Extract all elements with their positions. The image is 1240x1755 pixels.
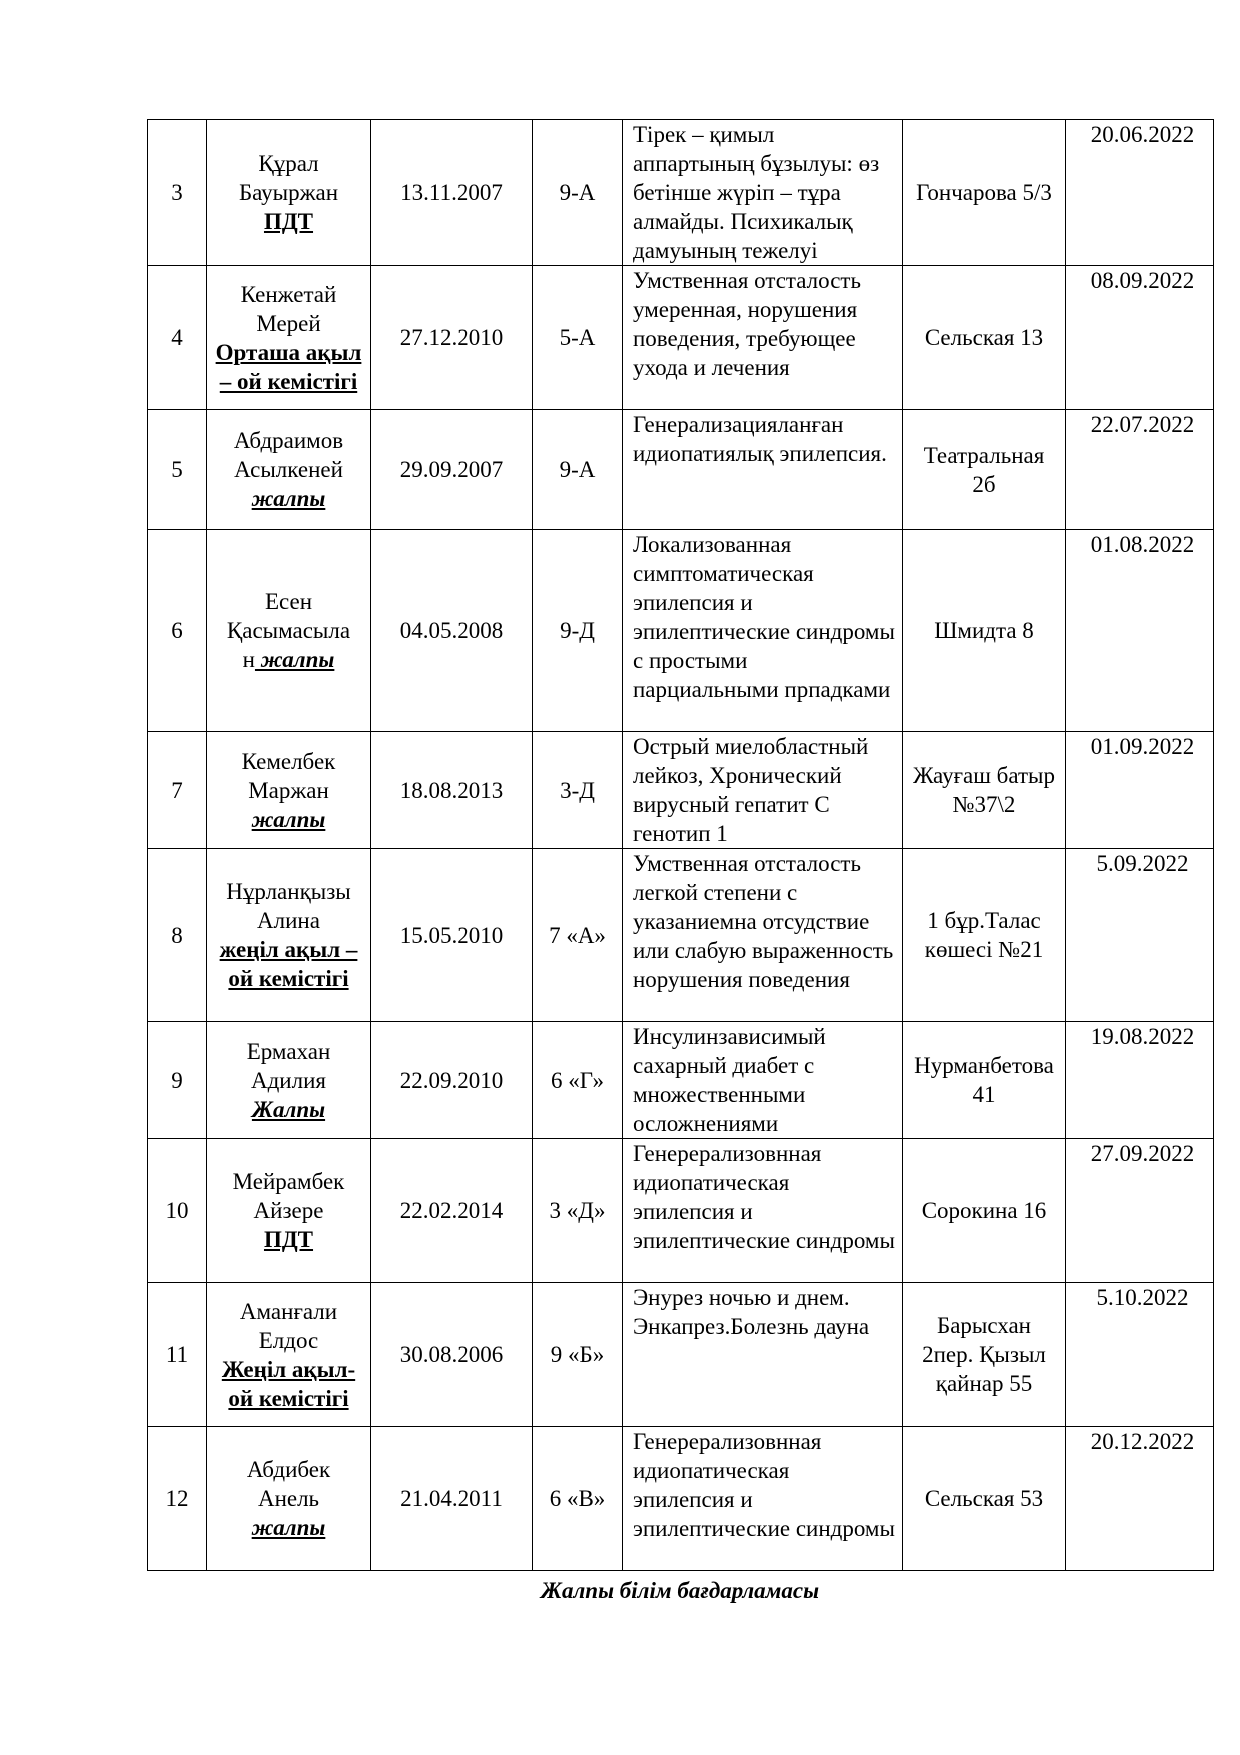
- birth-date: 22.02.2014: [371, 1139, 533, 1283]
- student-given-name: Маржан: [248, 777, 329, 803]
- student-name-cell: [207, 120, 371, 266]
- program-category: жалпы: [251, 486, 326, 511]
- birth-date: 04.05.2008: [371, 530, 533, 732]
- address: Шмидта 8: [903, 530, 1066, 732]
- diagnosis: Инсулинзависимый сахарный диабет с множественными осложнениями: [623, 1022, 903, 1139]
- address: Гончарова 5/3: [903, 120, 1066, 266]
- birth-date: 15.05.2010: [371, 849, 533, 1022]
- table-row: [148, 120, 1214, 266]
- record-date: 08.09.2022: [1066, 266, 1214, 410]
- birth-date: 29.09.2007: [371, 410, 533, 530]
- student-surname: Абдибек: [246, 1457, 331, 1482]
- address: Жауғаш батыр №37\2: [903, 732, 1066, 849]
- table-row: [148, 1022, 1214, 1139]
- record-date: 01.09.2022: [1066, 732, 1214, 849]
- row-number: 12: [148, 1427, 207, 1571]
- program-category: жалпы: [251, 1515, 326, 1540]
- student-surname: Ермахан: [246, 1038, 331, 1064]
- student-given-name: Елдос: [258, 1327, 319, 1353]
- student-surname: Аманғали: [239, 1298, 338, 1324]
- student-name-cell: [207, 1022, 371, 1139]
- birth-date: 21.04.2011: [371, 1427, 533, 1571]
- record-date: 22.07.2022: [1066, 410, 1214, 530]
- table-row: [148, 1427, 1214, 1571]
- table-row: [148, 849, 1214, 1022]
- diagnosis: Генерализацияланған идиопатиялық эпилепсия.: [623, 410, 903, 530]
- record-date: 01.08.2022: [1066, 530, 1214, 732]
- row-number: 3: [148, 120, 207, 266]
- diagnosis: Генерерализовнная идиопатическая эпилепсия и эпилептические синдромы: [623, 1139, 903, 1283]
- student-given-name: Айзере: [253, 1198, 324, 1223]
- address: 1 бұр.Талас көшесі №21: [903, 849, 1066, 1022]
- table-row: [148, 1283, 1214, 1427]
- table-row: [148, 530, 1214, 732]
- student-surname: Мейрамбек: [232, 1169, 345, 1194]
- record-date: 5.09.2022: [1066, 849, 1214, 1022]
- student-surname: Нұрланқызы: [226, 879, 351, 904]
- birth-date: 18.08.2013: [371, 732, 533, 849]
- class-grade: 9-А: [533, 410, 623, 530]
- table-row: [148, 1139, 1214, 1283]
- student-given-name: Анель: [257, 1486, 320, 1511]
- student-name-cell: [207, 266, 371, 410]
- table-row: [148, 732, 1214, 849]
- class-grade: 3 «Д»: [533, 1139, 623, 1283]
- student-name-cell: [207, 849, 371, 1022]
- student-name-cell: [207, 410, 371, 530]
- row-number: 8: [148, 849, 207, 1022]
- program-category: Жеңіл ақыл-ой кемістігі: [221, 1356, 356, 1411]
- student-given-name: Асылкеней: [234, 457, 343, 482]
- students-table: [147, 119, 1214, 1571]
- table-row: [148, 266, 1214, 410]
- record-date: 27.09.2022: [1066, 1139, 1214, 1283]
- student-name-cell: [207, 1283, 371, 1427]
- student-surname: Кенжетай: [240, 281, 337, 307]
- table-row: [148, 410, 1214, 530]
- program-category: жалпы: [254, 647, 335, 672]
- record-date: 20.06.2022: [1066, 120, 1214, 266]
- birth-date: 22.09.2010: [371, 1022, 533, 1139]
- address: Нурманбетова 41: [903, 1022, 1066, 1139]
- student-surname: Абдраимов: [233, 428, 344, 453]
- address: Барысхан 2пер. Қызыл қайнар 55: [903, 1283, 1066, 1427]
- birth-date: 13.11.2007: [371, 120, 533, 266]
- class-grade: 5-А: [533, 266, 623, 410]
- address: Сорокина 16: [903, 1139, 1066, 1283]
- class-grade: 9 «Б»: [533, 1283, 623, 1427]
- row-number: 4: [148, 266, 207, 410]
- address: Сельская 13: [903, 266, 1066, 410]
- row-number: 9: [148, 1022, 207, 1139]
- diagnosis: Тірек – қимыл аппартының бұзылуы: өз бетінше жүріп – тұра алмайды. Психикалық дамуының тежелуі: [623, 120, 903, 266]
- record-date: 19.08.2022: [1066, 1022, 1214, 1139]
- diagnosis: Генерерализовнная идиопатическая эпилепсия и эпилептические синдромы: [623, 1427, 903, 1571]
- row-number: 5: [148, 410, 207, 530]
- program-category: Жалпы: [251, 1096, 326, 1122]
- class-grade: 7 «А»: [533, 849, 623, 1022]
- program-category: Орташа ақыл – ой кемістігі: [215, 339, 362, 394]
- row-number: 10: [148, 1139, 207, 1283]
- student-given-name: Қасымасыла: [226, 618, 351, 643]
- address: Театральная 2б: [903, 410, 1066, 530]
- student-name-tail: н: [242, 647, 255, 672]
- birth-date: 30.08.2006: [371, 1283, 533, 1427]
- program-category: жалпы: [251, 806, 326, 832]
- diagnosis: Энурез ночью и днем. Энкапрез.Болезнь дауна: [623, 1283, 903, 1427]
- diagnosis: Локализованная симптоматическая эпилепсия и эпилептические синдромы с простыми парциальными прпадками: [623, 530, 903, 732]
- class-grade: 6 «Г»: [533, 1022, 623, 1139]
- class-grade: 9-А: [533, 120, 623, 266]
- row-number: 11: [148, 1283, 207, 1427]
- row-number: 6: [148, 530, 207, 732]
- class-grade: 9-Д: [533, 530, 623, 732]
- student-given-name: Бауыржан: [238, 180, 339, 205]
- student-given-name: Алина: [257, 908, 320, 933]
- student-surname: Құрал: [258, 151, 319, 176]
- student-name-cell: [207, 732, 371, 849]
- diagnosis: Умственная отсталость умеренная, норушения поведения, требующее ухода и лечения: [623, 266, 903, 410]
- program-category: ПДТ: [263, 1227, 314, 1252]
- record-date: 5.10.2022: [1066, 1283, 1214, 1427]
- diagnosis: Острый миелобластный лейкоз, Хронический вирусный гепатит С генотип 1: [623, 732, 903, 849]
- birth-date: 27.12.2010: [371, 266, 533, 410]
- student-name-wrap: [215, 645, 362, 674]
- student-name-cell: [207, 530, 371, 732]
- student-surname: Кемелбек: [241, 748, 336, 774]
- address: Сельская 53: [903, 1427, 1066, 1571]
- record-date: 20.12.2022: [1066, 1427, 1214, 1571]
- student-surname: Есен: [264, 589, 313, 614]
- student-name-cell: [207, 1139, 371, 1283]
- student-name-cell: [207, 1427, 371, 1571]
- class-grade: 3-Д: [533, 732, 623, 849]
- program-category: жеңіл ақыл – ой кемістігі: [219, 937, 358, 991]
- student-given-name: Мерей: [256, 310, 321, 336]
- row-number: 7: [148, 732, 207, 849]
- student-given-name: Адилия: [251, 1067, 326, 1093]
- diagnosis: Умственная отсталость легкой степени с указаниемна отсудствие или слабую выраженность норушения поведения: [623, 849, 903, 1022]
- class-grade: 6 «В»: [533, 1427, 623, 1571]
- program-category: ПДТ: [263, 209, 314, 234]
- program-caption: Жалпы білім бағдарламасы: [540, 1578, 820, 1603]
